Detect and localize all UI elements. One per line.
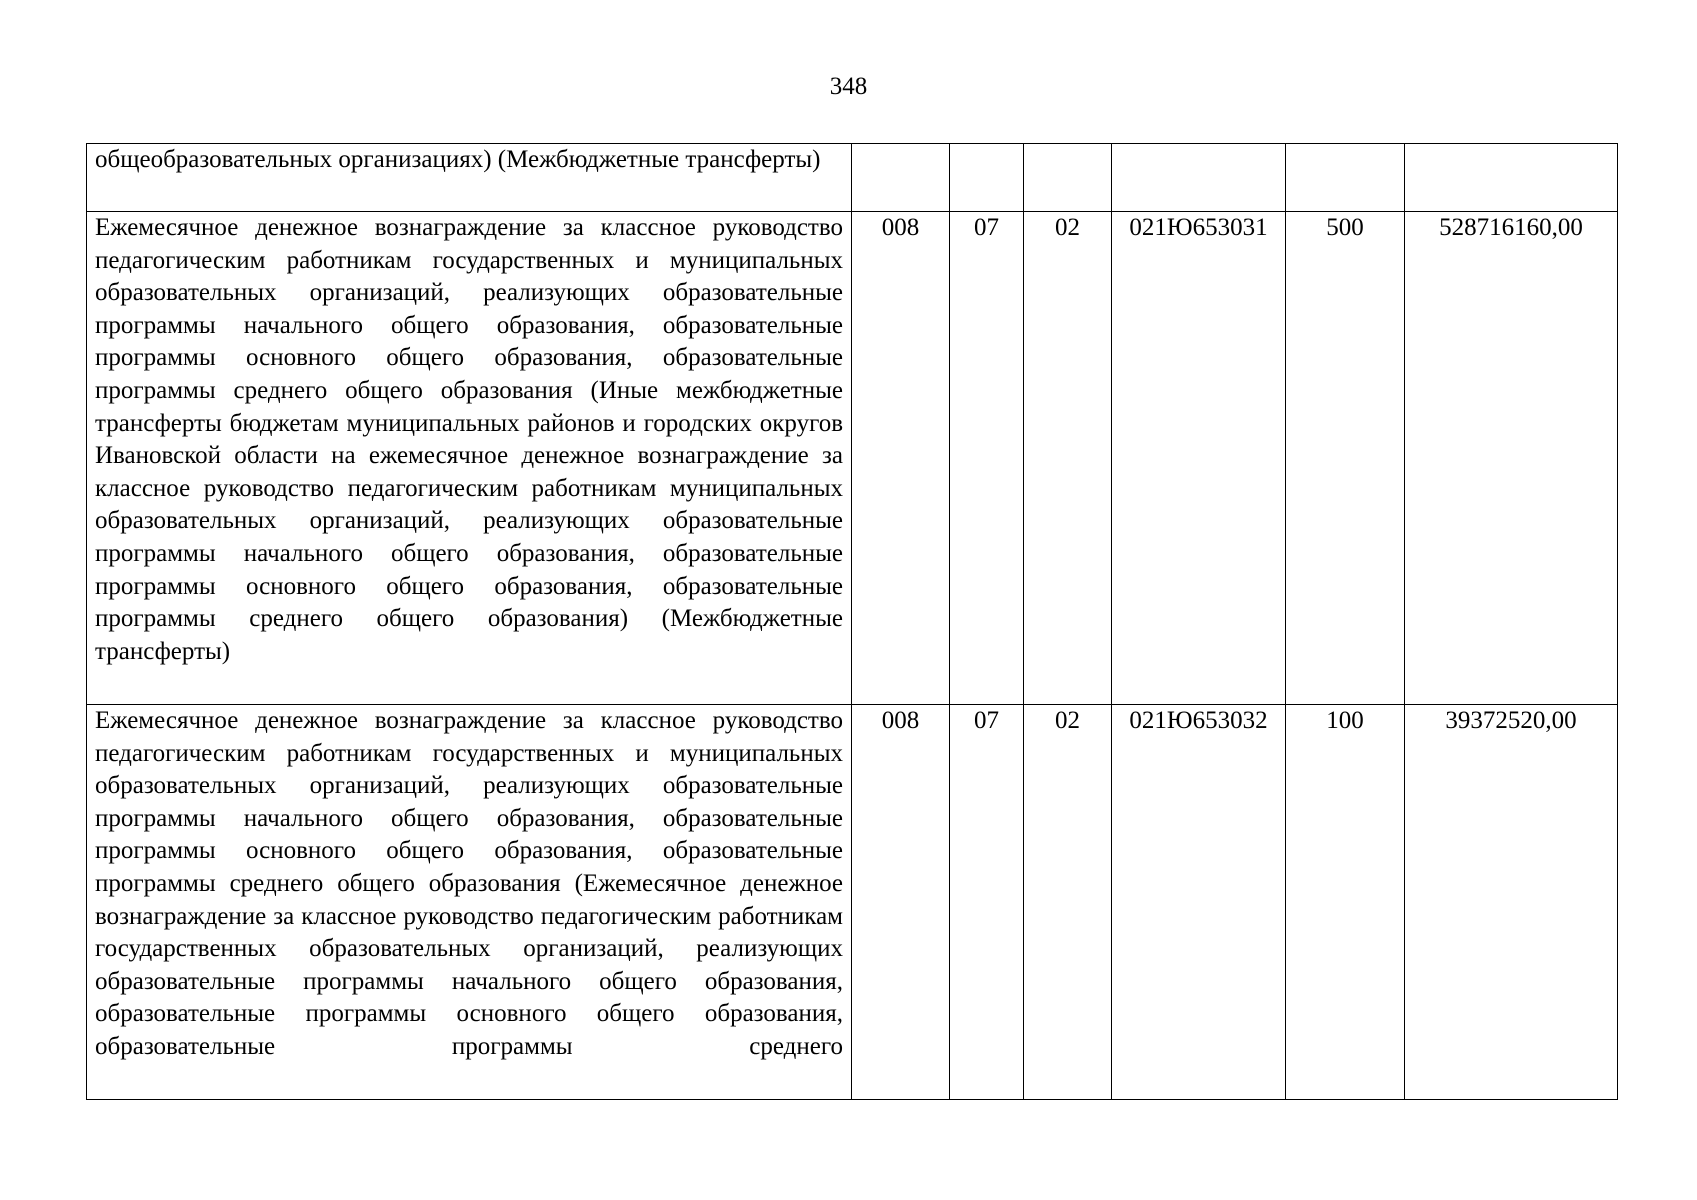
row-description: Ежемесячное денежное вознаграждение за классное руководство педагогическим работникам государственных и муниципальных образовательных организаций, реализующих образовательные программы начального общего образования, образовательные программы основного общего образования, образовательные программы среднего общего образования (Ежемесячное денежное вознаграждение за классное руководство педагогическим работникам государственных образовательных организаций, реализующих образовательные программы начального общего образования, образовательные программы основного общего образования, образовательные программы среднего: [87, 705, 852, 1100]
ministry-code-cell: 008: [852, 212, 950, 705]
row-description: Ежемесячное денежное вознаграждение за классное руководство педагогическим работникам государственных и муниципальных образовательных организаций, реализующих образовательные программы начального общего образования, образовательные программы основного общего образования, образовательные программы среднего общего образования (Иные межбюджетные трансферты бюджетам муниципальных районов и городских округов Ивановской области на ежемесячное денежное вознаграждение за классное руководство педагогическим работникам муниципальных образовательных организаций, реализующих образовательные программы начального общего образования, образовательные программы основного общего образования, образовательные программы среднего общего образования) (Межбюджетные трансферты): [87, 212, 852, 705]
budget-table: [86, 143, 1618, 1100]
table-row: [87, 212, 1618, 705]
amount-cell: 39372520,00: [1405, 705, 1618, 1100]
row-description: общеобразовательных организациях) (Межбюджетные трансферты): [87, 144, 852, 212]
target-article-cell: [1112, 144, 1286, 212]
target-article-cell: 021Ю653031: [1112, 212, 1286, 705]
expense-type-cell: 100: [1286, 705, 1405, 1100]
ministry-code-cell: [852, 144, 950, 212]
section-code-cell: 07: [950, 212, 1024, 705]
table-row: [87, 144, 1618, 212]
expense-type-cell: [1286, 144, 1405, 212]
table-row: [87, 705, 1618, 1100]
expense-type-cell: 500: [1286, 212, 1405, 705]
section-code-cell: [950, 144, 1024, 212]
amount-cell: [1405, 144, 1618, 212]
subsection-code-cell: 02: [1024, 212, 1112, 705]
amount-cell: 528716160,00: [1405, 212, 1618, 705]
subsection-code-cell: [1024, 144, 1112, 212]
section-code-cell: 07: [950, 705, 1024, 1100]
ministry-code-cell: 008: [852, 705, 950, 1100]
target-article-cell: 021Ю653032: [1112, 705, 1286, 1100]
page-number: 348: [829, 73, 868, 100]
subsection-code-cell: 02: [1024, 705, 1112, 1100]
